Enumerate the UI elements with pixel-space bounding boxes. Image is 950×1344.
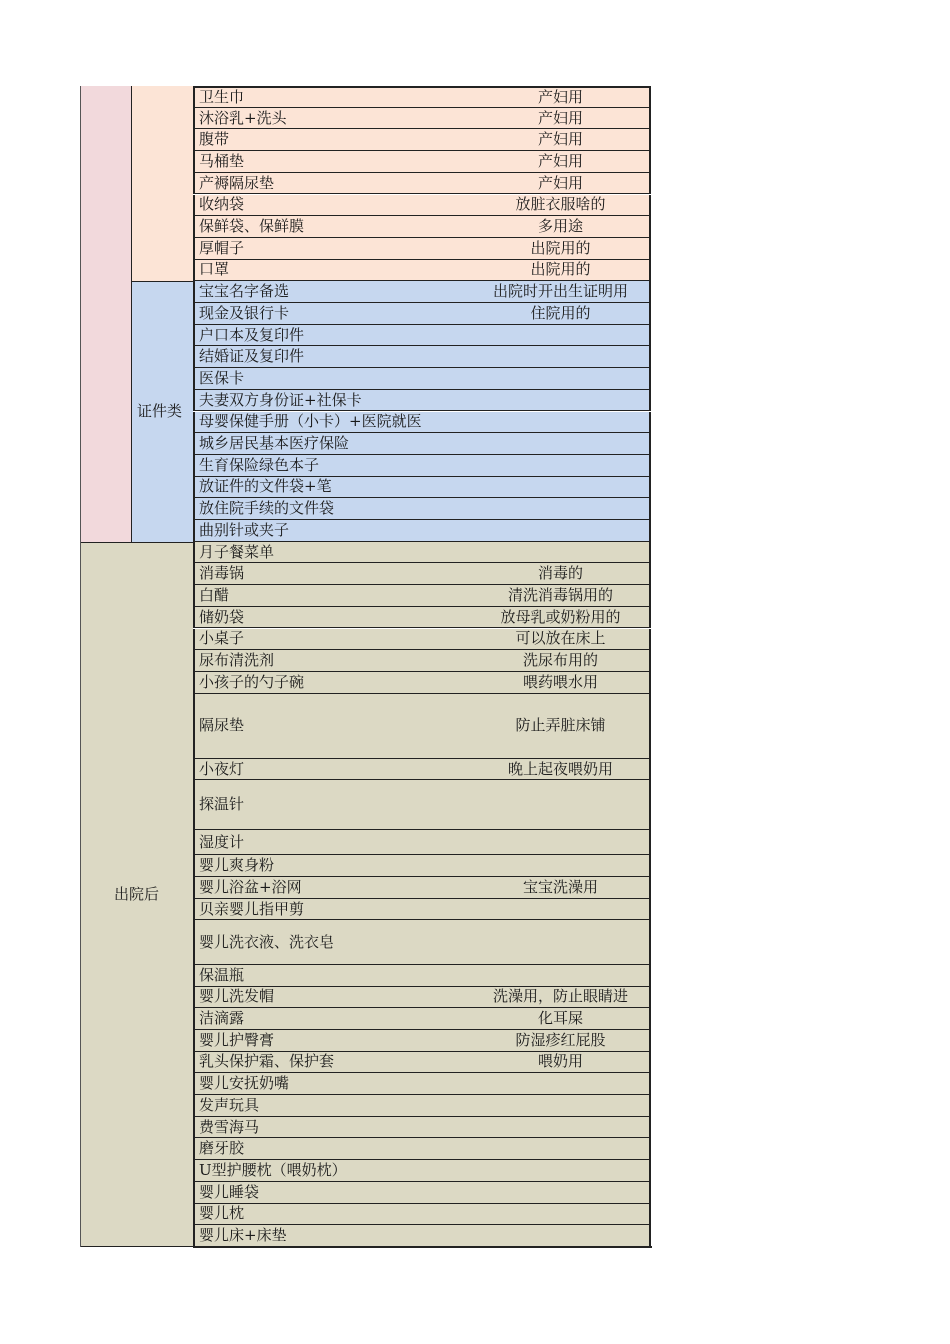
item-name: 母婴保健手册（小卡）+医院就医 — [193, 412, 473, 434]
item-note — [472, 1095, 651, 1117]
item-name: 贝亲婴儿指甲剪 — [193, 899, 473, 921]
item-name: 婴儿洗衣液、洗衣皂 — [193, 920, 473, 964]
item-name: 卫生巾 — [193, 86, 473, 108]
item-note — [472, 1182, 651, 1204]
item-name: 小孩子的勺子碗 — [193, 672, 473, 694]
item-note — [472, 1225, 651, 1247]
item-note: 晚上起夜喂奶用 — [472, 759, 651, 781]
item-name: 尿布清洗剂 — [193, 650, 473, 672]
item-name: 放证件的文件袋+笔 — [193, 477, 473, 499]
item-name: 婴儿浴盆+浴网 — [193, 877, 473, 899]
item-name: 结婚证及复印件 — [193, 346, 473, 368]
item-name: 婴儿睡袋 — [193, 1182, 473, 1204]
item-name: 夫妻双方身份证+社保卡 — [193, 390, 473, 412]
item-note: 产妇用 — [472, 151, 651, 173]
item-note — [472, 498, 651, 520]
item-name: 费雪海马 — [193, 1117, 473, 1139]
item-note — [472, 390, 651, 412]
checklist-sheet — [80, 86, 651, 1247]
item-note: 防止弄脏床铺 — [472, 694, 651, 759]
item-name: 保鲜袋、保鲜膜 — [193, 216, 473, 238]
item-name: 腹带 — [193, 129, 473, 151]
item-name: 磨牙胶 — [193, 1138, 473, 1160]
item-name: 口罩 — [193, 260, 473, 282]
item-name: 探温针 — [193, 780, 473, 830]
item-name: 收纳袋 — [193, 195, 473, 217]
item-name: 婴儿洗发帽 — [193, 987, 473, 1009]
item-name: 月子餐菜单 — [193, 542, 473, 564]
item-note — [472, 830, 651, 855]
item-note — [472, 1073, 651, 1095]
item-name: 婴儿爽身粉 — [193, 855, 473, 877]
item-note: 洗尿布用的 — [472, 650, 651, 672]
item-note — [472, 1204, 651, 1226]
item-note: 放母乳或奶粉用的 — [472, 607, 651, 629]
item-note — [472, 1138, 651, 1160]
item-name: 生育保险绿色本子 — [193, 455, 473, 477]
item-name: 产褥隔尿垫 — [193, 173, 473, 195]
item-name: 婴儿安抚奶嘴 — [193, 1073, 473, 1095]
item-name: 隔尿垫 — [193, 694, 473, 759]
item-name: 宝宝名字备选 — [193, 281, 473, 303]
item-note — [472, 433, 651, 455]
item-note — [472, 899, 651, 921]
item-note: 放脏衣服啥的 — [472, 195, 651, 217]
item-name: 放住院手续的文件袋 — [193, 498, 473, 520]
item-name: 小夜灯 — [193, 759, 473, 781]
item-name: 消毒锅 — [193, 563, 473, 585]
table-bottom-border — [193, 1246, 652, 1248]
item-name: 婴儿床+床垫 — [193, 1225, 473, 1247]
item-note: 住院用的 — [472, 303, 651, 325]
item-name: 白醋 — [193, 585, 473, 607]
item-name: 户口本及复印件 — [193, 325, 473, 347]
item-note: 产妇用 — [472, 86, 651, 108]
item-name: 乳头保护霜、保护套 — [193, 1052, 473, 1074]
item-note — [472, 542, 651, 564]
item-name: 储奶袋 — [193, 607, 473, 629]
item-note — [472, 477, 651, 499]
category-block-hospital — [80, 86, 132, 542]
item-name: 城乡居民基本医疗保险 — [193, 433, 473, 455]
item-name: 厚帽子 — [193, 238, 473, 260]
item-note: 消毒的 — [472, 563, 651, 585]
subcategory-block-hospital — [132, 86, 193, 281]
item-note: 化耳屎 — [472, 1008, 651, 1030]
item-note: 防湿疹红屁股 — [472, 1030, 651, 1052]
item-note: 产妇用 — [472, 129, 651, 151]
item-note: 出院时开出生证明用 — [472, 281, 651, 303]
item-note: 产妇用 — [472, 173, 651, 195]
item-note — [472, 1160, 651, 1182]
item-note — [472, 965, 651, 987]
item-note — [472, 455, 651, 477]
item-note: 洗澡用，防止眼睛进 — [472, 987, 651, 1009]
item-name: 小桌子 — [193, 629, 473, 651]
item-note — [472, 855, 651, 877]
item-note — [472, 780, 651, 830]
item-note: 清洗消毒锅用的 — [472, 585, 651, 607]
item-note — [472, 346, 651, 368]
item-note — [472, 412, 651, 434]
item-name: 曲别针或夹子 — [193, 520, 473, 542]
item-note: 喂药喂水用 — [472, 672, 651, 694]
item-name: 婴儿枕 — [193, 1204, 473, 1226]
item-name: 现金及银行卡 — [193, 303, 473, 325]
category-label-after-discharge: 出院后 — [80, 542, 193, 1247]
item-note: 可以放在床上 — [472, 629, 651, 651]
item-note: 宝宝洗澡用 — [472, 877, 651, 899]
item-note — [472, 920, 651, 964]
item-note: 多用途 — [472, 216, 651, 238]
item-name: 沐浴乳+洗头 — [193, 108, 473, 130]
item-note — [472, 1117, 651, 1139]
item-note: 喂奶用 — [472, 1052, 651, 1074]
item-note: 出院用的 — [472, 260, 651, 282]
item-name: U型护腰枕（喂奶枕） — [193, 1160, 473, 1182]
item-note: 出院用的 — [472, 238, 651, 260]
item-note — [472, 368, 651, 390]
item-name: 湿度计 — [193, 830, 473, 855]
table-left-border — [80, 86, 81, 1247]
item-name: 婴儿护臀膏 — [193, 1030, 473, 1052]
item-name: 发声玩具 — [193, 1095, 473, 1117]
item-note — [472, 325, 651, 347]
item-name: 洁滴露 — [193, 1008, 473, 1030]
category-label-documents: 证件类 — [132, 281, 193, 541]
item-note: 产妇用 — [472, 108, 651, 130]
item-name: 医保卡 — [193, 368, 473, 390]
item-name: 马桶垫 — [193, 151, 473, 173]
item-name: 保温瓶 — [193, 965, 473, 987]
item-note — [472, 520, 651, 542]
